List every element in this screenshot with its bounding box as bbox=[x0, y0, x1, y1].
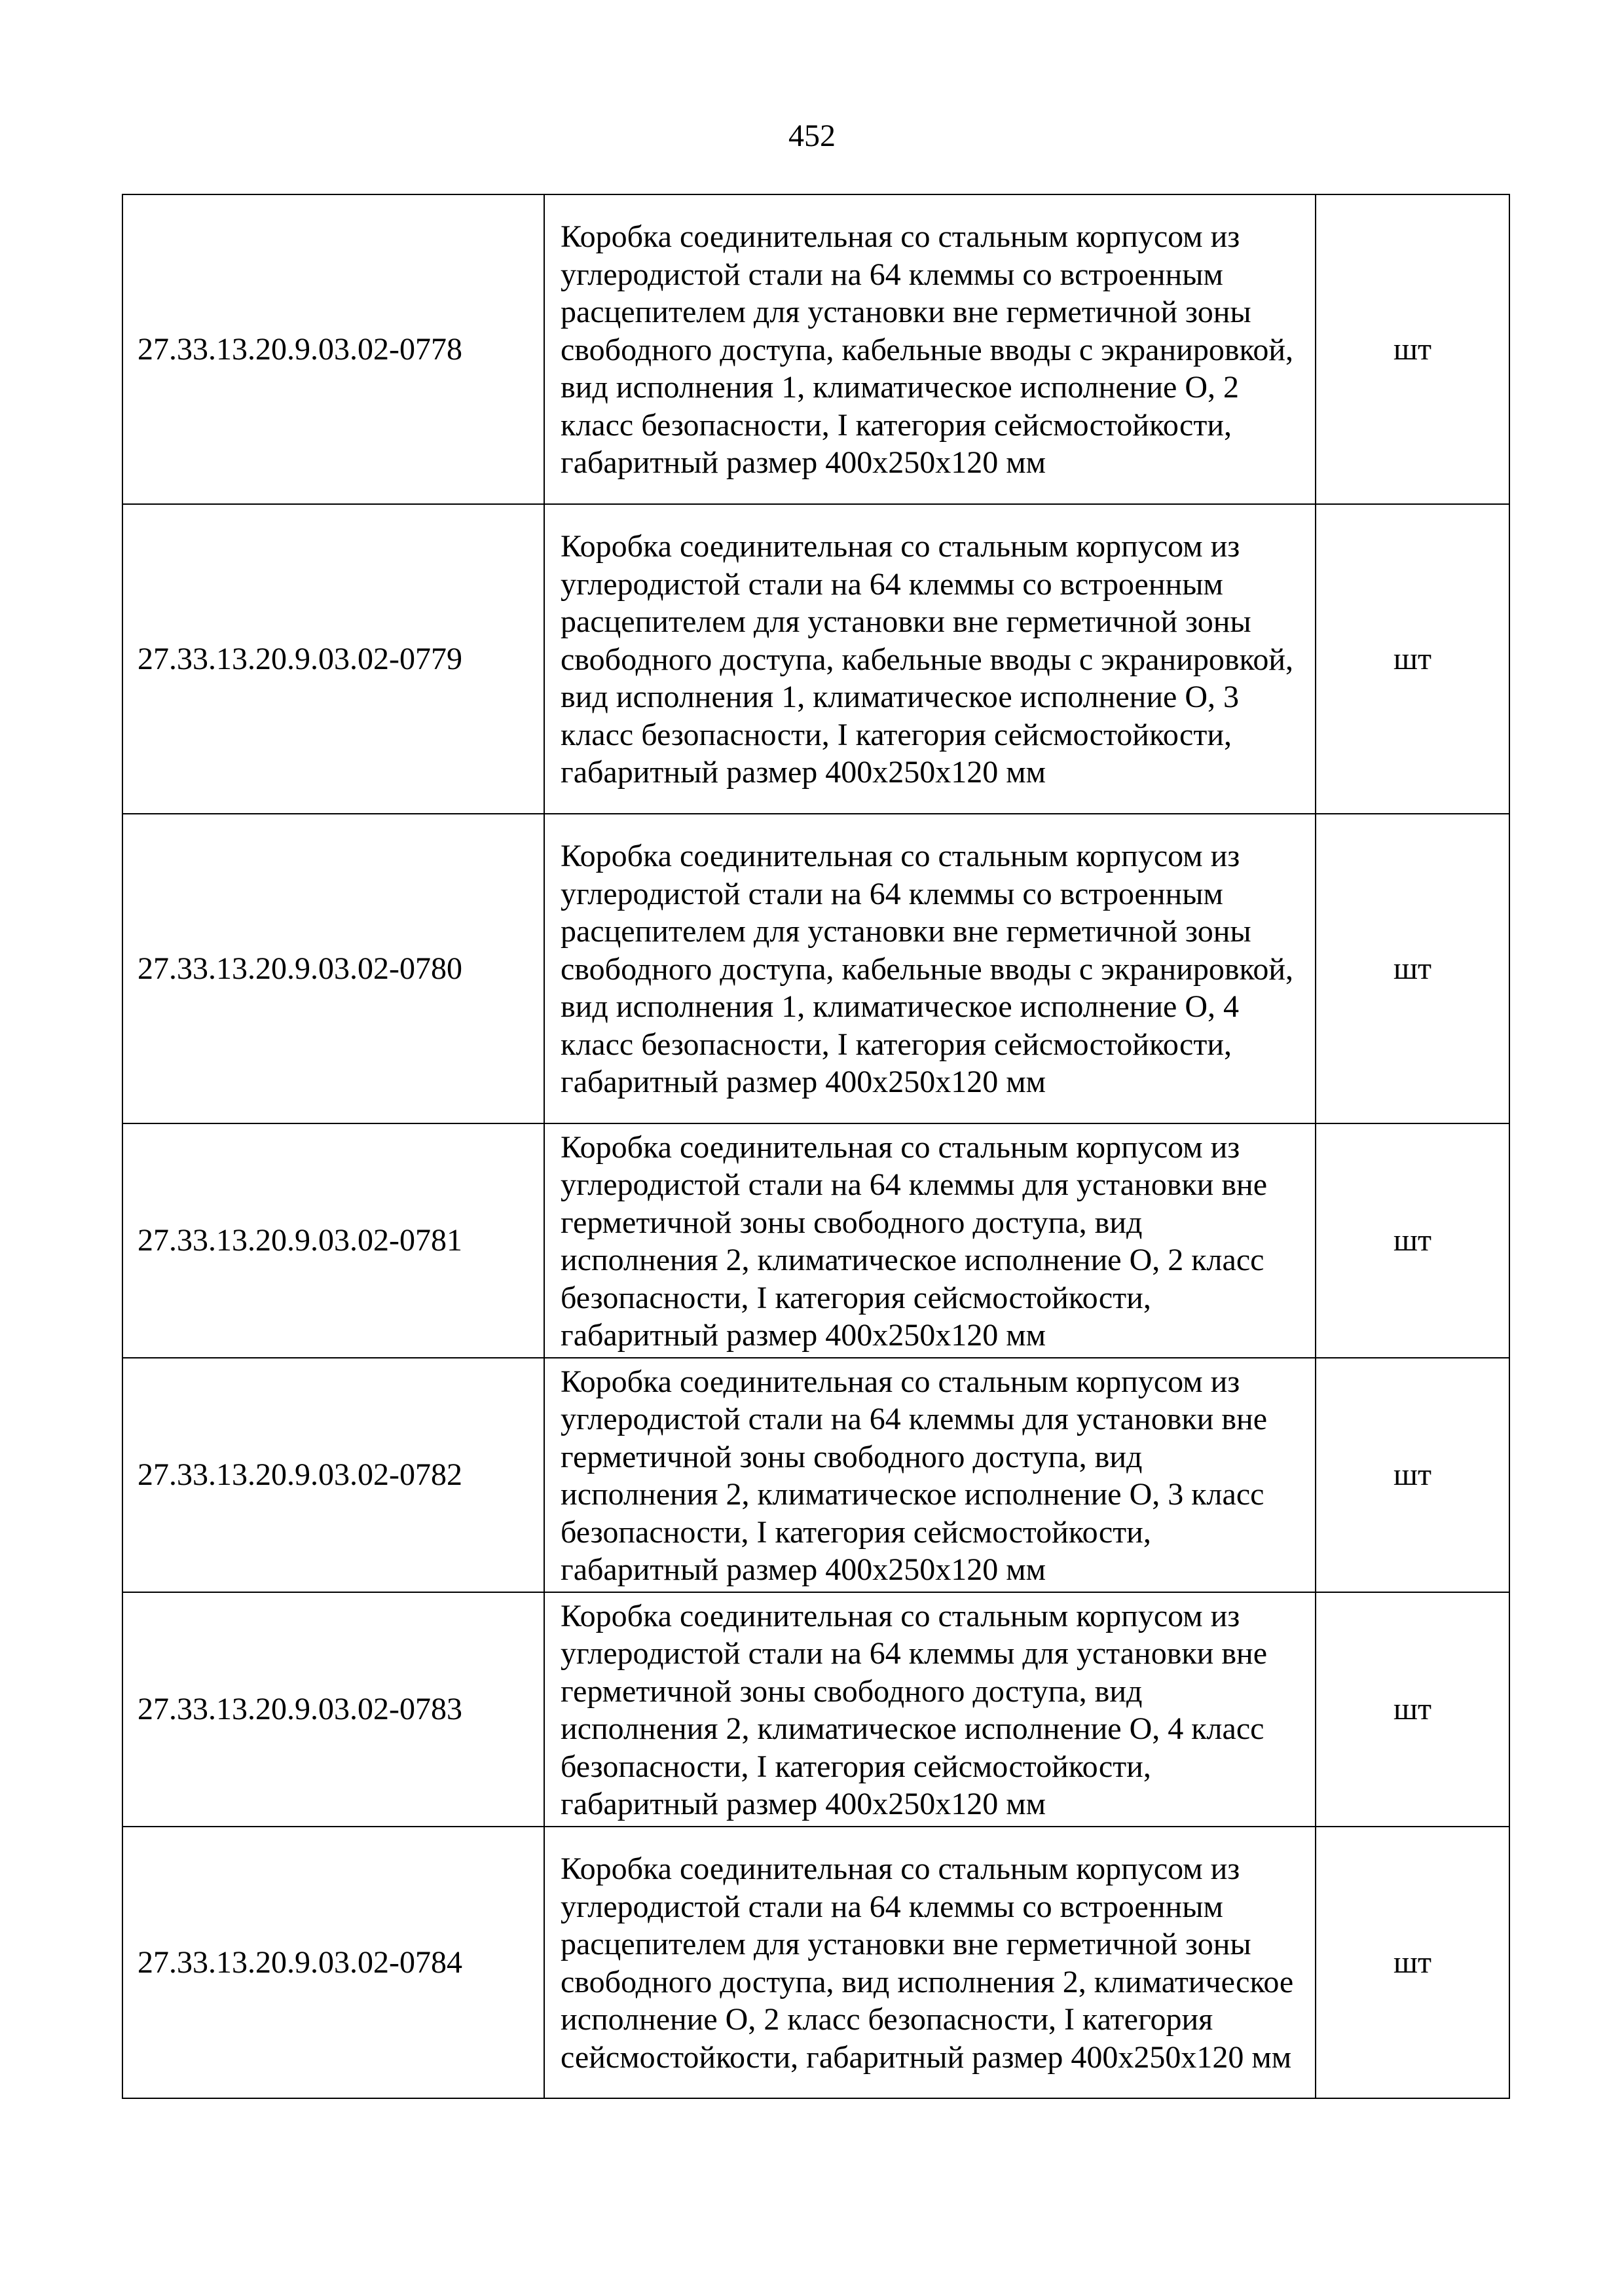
resource-description: Коробка соединительная со стальным корпусом из углеродистой стали на 64 клеммы для установки вне герметичной зоны свободного доступа, вид исполнения 2, климатическое исполнение О, 3 класс безопасности, I категория сейсмостойкости, габаритный размер 400x250x120 мм bbox=[544, 1358, 1316, 1592]
resource-code: 27.33.13.20.9.03.02-0778 bbox=[122, 194, 544, 504]
table-row bbox=[122, 1827, 1509, 2098]
resource-description: Коробка соединительная со стальным корпусом из углеродистой стали на 64 клеммы со встроенным расцепителем для установки вне герметичной зоны свободного доступа, кабельные вводы с экранировкой, вид исполнения 1, климатическое исполнение О, 3 класс безопасности, I категория сейсмостойкости, габаритный размер 400x250x120 мм bbox=[544, 504, 1316, 814]
table-row bbox=[122, 194, 1509, 504]
table-row bbox=[122, 1123, 1509, 1358]
unit-of-measure: шт bbox=[1316, 504, 1509, 814]
unit-of-measure: шт bbox=[1316, 814, 1509, 1123]
table-row bbox=[122, 1358, 1509, 1592]
resource-description: Коробка соединительная со стальным корпусом из углеродистой стали на 64 клеммы со встроенным расцепителем для установки вне герметичной зоны свободного доступа, вид исполнения 2, климатическое исполнение О, 2 класс безопасности, I категория сейсмостойкости, габаритный размер 400x250x120 мм bbox=[544, 1827, 1316, 2098]
unit-of-measure: шт bbox=[1316, 1592, 1509, 1827]
unit-of-measure: шт bbox=[1316, 194, 1509, 504]
table-row bbox=[122, 504, 1509, 814]
unit-of-measure: шт bbox=[1316, 1827, 1509, 2098]
resource-code: 27.33.13.20.9.03.02-0779 bbox=[122, 504, 544, 814]
resource-description: Коробка соединительная со стальным корпусом из углеродистой стали на 64 клеммы для установки вне герметичной зоны свободного доступа, вид исполнения 2, климатическое исполнение О, 2 класс безопасности, I категория сейсмостойкости, габаритный размер 400x250x120 мм bbox=[544, 1123, 1316, 1358]
resource-code: 27.33.13.20.9.03.02-0783 bbox=[122, 1592, 544, 1827]
unit-of-measure: шт bbox=[1316, 1123, 1509, 1358]
page-number: 452 bbox=[788, 118, 836, 153]
unit-of-measure: шт bbox=[1316, 1358, 1509, 1592]
resource-table bbox=[122, 194, 1510, 2099]
resource-code: 27.33.13.20.9.03.02-0782 bbox=[122, 1358, 544, 1592]
resource-description: Коробка соединительная со стальным корпусом из углеродистой стали на 64 клеммы со встроенным расцепителем для установки вне герметичной зоны свободного доступа, кабельные вводы с экранировкой, вид исполнения 1, климатическое исполнение О, 4 класс безопасности, I категория сейсмостойкости, габаритный размер 400x250x120 мм bbox=[544, 814, 1316, 1123]
resource-code: 27.33.13.20.9.03.02-0780 bbox=[122, 814, 544, 1123]
resource-description: Коробка соединительная со стальным корпусом из углеродистой стали на 64 клеммы для установки вне герметичной зоны свободного доступа, вид исполнения 2, климатическое исполнение О, 4 класс безопасности, I категория сейсмостойкости, габаритный размер 400x250x120 мм bbox=[544, 1592, 1316, 1827]
table-row bbox=[122, 1592, 1509, 1827]
resource-code: 27.33.13.20.9.03.02-0781 bbox=[122, 1123, 544, 1358]
table-row bbox=[122, 814, 1509, 1123]
resource-code: 27.33.13.20.9.03.02-0784 bbox=[122, 1827, 544, 2098]
resource-description: Коробка соединительная со стальным корпусом из углеродистой стали на 64 клеммы со встроенным расцепителем для установки вне герметичной зоны свободного доступа, кабельные вводы с экранировкой, вид исполнения 1, климатическое исполнение О, 2 класс безопасности, I категория сейсмостойкости, габаритный размер 400x250x120 мм bbox=[544, 194, 1316, 504]
